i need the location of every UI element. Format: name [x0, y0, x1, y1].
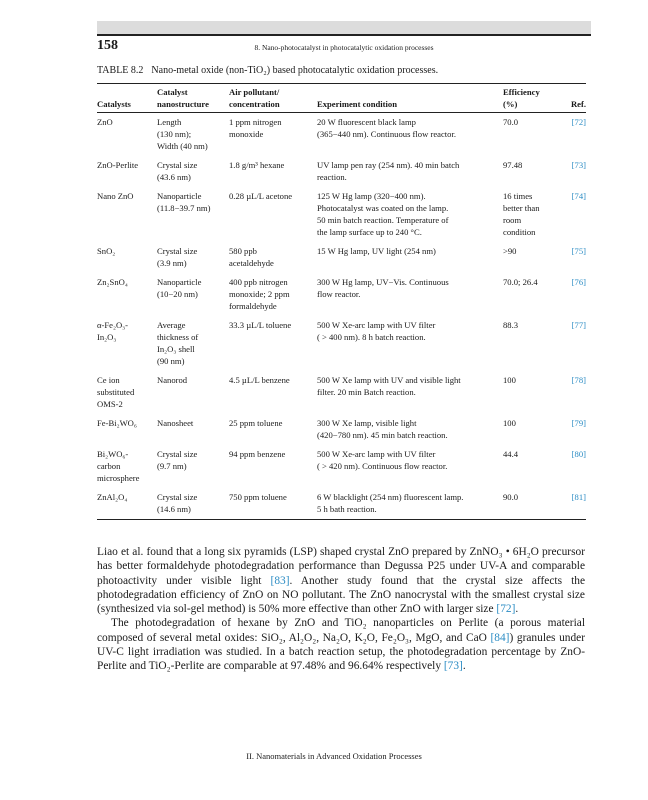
cell-catalyst: SnO₂: [97, 246, 116, 256]
cell-experiment: 500 W Xe-arc lamp with UV filter ( > 420 nm). Continuous flow reactor.: [317, 449, 448, 471]
cell-ref[interactable]: [79]: [571, 418, 586, 428]
cell-efficiency: 88.3: [503, 320, 519, 330]
cell-efficiency: 16 times better than room condition: [503, 191, 540, 237]
cell-nanostructure: Nanorod: [157, 375, 188, 385]
cell-ref[interactable]: [78]: [571, 375, 586, 385]
cell-pollutant: 750 ppm toluene: [229, 492, 287, 502]
table-row: [97, 273, 586, 316]
citation-link[interactable]: [83]: [270, 574, 290, 587]
citation-link[interactable]: [84]: [490, 631, 510, 644]
cell-catalyst: Fe-Bi₂WO₆: [97, 418, 137, 428]
cell-nanostructure: Nanosheet: [157, 418, 194, 428]
col-header-pollutant: Air pollutant/ concentration: [229, 84, 317, 113]
cell-nanostructure: Crystal size (9.7 nm): [157, 449, 198, 471]
text-run: .: [462, 660, 466, 673]
cell-nanostructure: Crystal size (43.6 nm): [157, 160, 198, 182]
cell-catalyst: ZnO-Perlite: [97, 160, 139, 170]
cell-ref[interactable]: [77]: [571, 320, 586, 330]
cell-pollutant: 1 ppm nitrogen monoxide: [229, 117, 282, 139]
cell-ref[interactable]: [73]: [571, 160, 586, 170]
table-label: TABLE 8.2: [97, 65, 144, 76]
text-run: The photodegradation of hexane by ZnO and TiO₂ nanoparticles on Perlite (a porous material composed of several metal oxides: SiO₂, Al₂O₂, Na₂O, K₂O, Fe₂O₃, MgO, and CaO: [97, 617, 585, 644]
citation-link[interactable]: [73]: [443, 660, 463, 673]
col-header-efficiency: Efficiency (%): [503, 84, 566, 113]
cell-experiment: 500 W Xe lamp with UV and visible light filter. 20 min Batch reaction.: [317, 375, 461, 397]
cell-nanostructure: Average thickness of In₂O₃ shell (90 nm): [157, 320, 199, 366]
cell-experiment: UV lamp pen ray (254 nm). 40 min batch reaction.: [317, 160, 460, 182]
cell-catalyst: ZnAl₂O₄: [97, 492, 128, 502]
table-row: [97, 187, 586, 242]
cell-efficiency: 100: [503, 375, 516, 385]
table-row: [97, 371, 586, 414]
table-row: [97, 445, 586, 488]
page-number: 158: [97, 38, 118, 53]
cell-ref[interactable]: [80]: [571, 449, 586, 459]
cell-catalyst: Ce ion substituted OMS-2: [97, 375, 135, 409]
cell-ref[interactable]: [72]: [571, 117, 586, 127]
text-run: . Another study found that the crystal size affects the photodegradation efficiency of ZnO on NO pollutant. The ZnO nanocrystal with the smallest crystal size (synthesized via sol-gel method) is 50% more effective than other ZnO with larger size: [97, 574, 585, 616]
paragraph-1: [97, 545, 585, 616]
data-table-wrapper: [97, 83, 586, 520]
citation-link[interactable]: [72]: [496, 603, 516, 616]
cell-pollutant: 1.8 g/m³ hexane: [229, 160, 285, 170]
cell-catalyst: Zn₂SnO₄: [97, 277, 128, 287]
cell-nanostructure: Nanoparticle (11.8−39.7 nm): [157, 191, 211, 213]
table-row: [97, 242, 586, 273]
cell-nanostructure: Length (130 nm); Width (40 nm): [157, 117, 208, 151]
table-row: [97, 488, 586, 519]
cell-experiment: 500 W Xe-arc lamp with UV filter ( > 400 nm). 8 h batch reaction.: [317, 320, 436, 342]
cell-efficiency: 100: [503, 418, 516, 428]
table-row: [97, 113, 586, 157]
cell-catalyst: Nano ZnO: [97, 191, 134, 201]
cell-experiment: 300 W Xe lamp, visible light (420−780 nm). 45 min batch reaction.: [317, 418, 448, 440]
cell-efficiency: 44.4: [503, 449, 519, 459]
table-header-row: [97, 84, 586, 113]
cell-ref[interactable]: [75]: [571, 246, 586, 256]
cell-pollutant: 400 ppb nitrogen monoxide; 2 ppm formaldehyde: [229, 277, 290, 311]
cell-efficiency: 90.0: [503, 492, 519, 502]
cell-efficiency: 70.0; 26.4: [503, 277, 538, 287]
table-caption: [97, 65, 438, 76]
col-header-catalysts: Catalysts: [97, 84, 157, 113]
cell-nanostructure: Nanoparticle (10−20 nm): [157, 277, 202, 299]
cell-experiment: 20 W fluorescent black lamp (365−440 nm). Continuous flow reactor.: [317, 117, 456, 139]
table-row: [97, 414, 586, 445]
paragraph-2: [97, 616, 585, 673]
text-run: .: [515, 603, 519, 616]
cell-pollutant: 0.28 µL/L acetone: [229, 191, 293, 201]
cell-ref[interactable]: [76]: [571, 277, 586, 287]
cell-nanostructure: Crystal size (14.6 nm): [157, 492, 198, 514]
cell-nanostructure: Crystal size (3.9 nm): [157, 246, 198, 268]
table-row: [97, 316, 586, 371]
cell-pollutant: 580 ppb acetaldehyde: [229, 246, 274, 268]
cell-ref[interactable]: [74]: [571, 191, 586, 201]
cell-ref[interactable]: [81]: [571, 492, 586, 502]
cell-pollutant: 4.5 µL/L benzene: [229, 375, 290, 385]
cell-efficiency: 70.0: [503, 117, 519, 127]
table-row: [97, 156, 586, 187]
col-header-ref: Ref.: [566, 84, 586, 113]
page-footer: II. Nanomaterials in Advanced Oxidation Processes: [246, 751, 422, 761]
cell-experiment: 300 W Hg lamp, UV−Vis. Continuous flow reactor.: [317, 277, 449, 299]
cell-pollutant: 33.3 µL/L toluene: [229, 320, 292, 330]
col-header-nanostructure: Catalyst nanostructure: [157, 84, 229, 113]
cell-experiment: 6 W blacklight (254 nm) fluorescent lamp. 5 h bath reaction.: [317, 492, 464, 514]
cell-pollutant: 25 ppm toluene: [229, 418, 283, 428]
cell-catalyst: Bi₂WO₆- carbon microsphere: [97, 449, 140, 483]
table-caption-text: Nano-metal oxide (non-TiO₂) based photocatalytic oxidation processes.: [151, 65, 439, 76]
col-header-experiment: Experiment condition: [317, 84, 503, 113]
cell-experiment: 125 W Hg lamp (320−400 nm). Photocatalyst was coated on the lamp. 50 min batch reaction. Temperature of the lamp surface up to 240 °C.: [317, 191, 449, 237]
body-text: [97, 545, 585, 674]
cell-experiment: 15 W Hg lamp, UV light (254 nm): [317, 246, 436, 256]
text-run: ) granules under UV-C light irradiation was studied. In a batch reaction setup, the photodegradation percentage by ZnO-Perlite and TiO₂-Perlite are comparable at 97.48% and 96.64% respectively: [97, 631, 586, 673]
cell-efficiency: >90: [503, 246, 517, 256]
running-title: 8. Nano-photocatalyst in photocatalytic oxidation processes: [254, 43, 434, 52]
cell-catalyst: ZnO: [97, 117, 113, 127]
cell-catalyst: α-Fe₂O₃- In₂O₃: [97, 320, 129, 342]
cell-efficiency: 97.48: [503, 160, 523, 170]
data-table: [97, 84, 586, 519]
cell-pollutant: 94 ppm benzene: [229, 449, 286, 459]
text-run: Liao et al. found that a long six pyramids (LSP) shaped crystal ZnO prepared by ZnNO₃ • 6H₂O precursor has better formaldehyde photodegradation performance than Degussa P25 under UV-A and comparable photoactivity under visible light: [97, 546, 585, 587]
table-body: [97, 113, 586, 520]
header-band: [97, 21, 591, 36]
